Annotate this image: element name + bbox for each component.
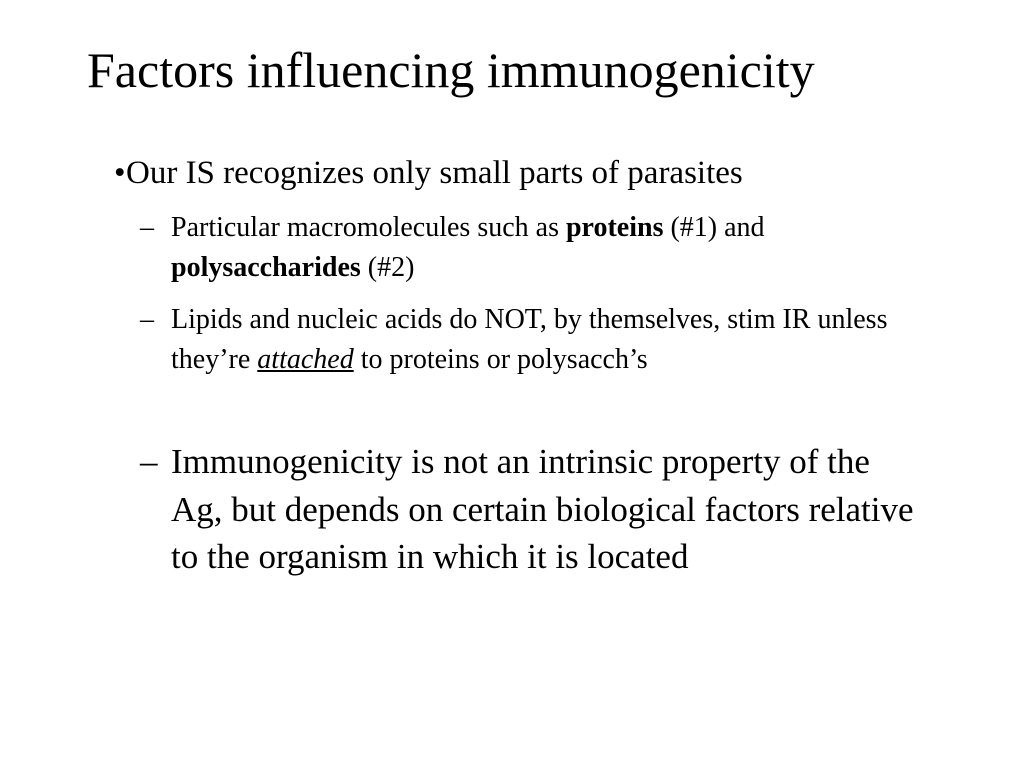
sub-bullet-lipids bbox=[140, 300, 920, 380]
sub-bullet-macromolecules bbox=[140, 208, 920, 288]
bullet-text: Our IS recognizes only small parts of parasites bbox=[126, 155, 743, 191]
text-run: Lipids and nucleic acids do NOT, by themselves, stim IR unless they’re bbox=[171, 304, 888, 376]
text-run: Particular macromolecules such as bbox=[171, 212, 566, 243]
bullet-marker: • bbox=[114, 155, 126, 191]
dash-marker: – bbox=[140, 442, 158, 481]
text-run: (#1) and bbox=[663, 212, 765, 243]
bold-term-proteins: proteins bbox=[565, 212, 664, 243]
sub-bullet-text: Immunogenicity is not an intrinsic property of the Ag, but depends on certain biological factors relative to the organism in which it is located bbox=[171, 442, 914, 577]
dash-marker: – bbox=[140, 212, 154, 243]
sub-bullet-immunogenicity bbox=[140, 438, 920, 581]
sub-bullet-text bbox=[171, 300, 920, 380]
dash-marker: – bbox=[140, 304, 154, 335]
text-run: (#2) bbox=[360, 252, 415, 284]
bullet-point bbox=[114, 154, 934, 194]
sub-bullet-text bbox=[171, 208, 920, 288]
slide-title: Factors influencing immunogenicity bbox=[87, 42, 815, 98]
emphasis-attached: attached bbox=[257, 344, 354, 376]
text-run: to proteins or polysacch’s bbox=[353, 344, 648, 376]
bold-term-polysaccharides: polysaccharides bbox=[171, 252, 361, 284]
